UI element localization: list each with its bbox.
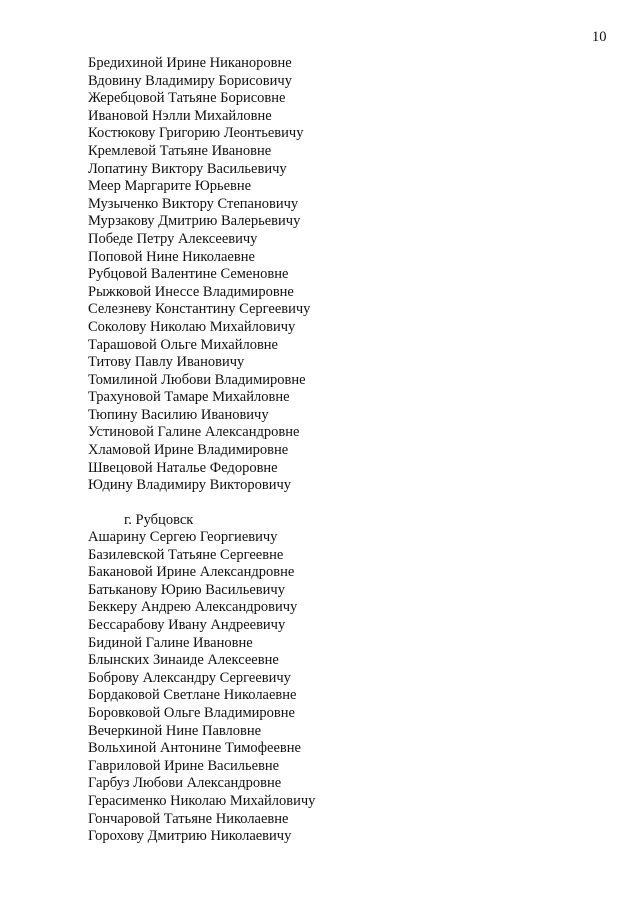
list-item: Гончаровой Татьяне Николаевне bbox=[88, 810, 289, 827]
list-item: Устиновой Галине Александровне bbox=[88, 424, 300, 441]
list-item: Бессарабову Ивану Андреевичу bbox=[88, 616, 286, 633]
list-item: Селезневу Константину Сергеевичу bbox=[88, 301, 311, 318]
list-item: Бредихиной Ирине Никаноровне bbox=[88, 55, 292, 71]
list-item: Тарашовой Ольге Михайловне bbox=[88, 336, 278, 353]
list-item: Базилевской Татьяне Сергеевне bbox=[88, 546, 284, 563]
list-item: Ивановой Нэлли Михайловне bbox=[88, 107, 272, 124]
list-item: Рубцовой Валентине Семеновне bbox=[88, 266, 289, 283]
list-item: Гавриловой Ирине Васильевне bbox=[88, 757, 280, 774]
list-item: Поповой Нине Николаевне bbox=[88, 248, 255, 265]
list-item: Боровковой Ольге Владимировне bbox=[88, 704, 295, 721]
list-item: Герасименко Николаю Михайловичу bbox=[88, 792, 316, 809]
list-item: Вдовину Владимиру Борисовичу bbox=[88, 72, 292, 89]
list-item: Тюпину Василию Ивановичу bbox=[88, 406, 269, 423]
list-item: Мурзакову Дмитрию Валерьевичу bbox=[88, 213, 301, 230]
list-item: Рыжковой Инессе Владимировне bbox=[88, 283, 294, 300]
list-item: Горохову Дмитрию Николаевичу bbox=[88, 828, 292, 845]
list-item: Швецовой Наталье Федоровне bbox=[88, 459, 278, 476]
list-item: Блынских Зинаиде Алексеевне bbox=[88, 652, 279, 669]
city-heading: г. Рубцовск bbox=[124, 512, 194, 528]
list-item: Вечеркиной Нине Павловне bbox=[88, 722, 262, 739]
list-item: Томилиной Любови Владимировне bbox=[88, 371, 306, 388]
list-item: Жеребцовой Татьяне Борисовне bbox=[88, 90, 286, 107]
list-item: Боброву Александру Сергеевичу bbox=[88, 669, 291, 686]
list-item: Победе Петру Алексеевичу bbox=[88, 230, 258, 247]
list-item: Костюкову Григорию Леонтьевичу bbox=[88, 125, 304, 142]
list-item: Музыченко Виктору Степановичу bbox=[88, 195, 299, 212]
list-item: Титову Павлу Ивановичу bbox=[88, 354, 245, 371]
list-item: Лопатину Виктору Васильевичу bbox=[88, 160, 287, 177]
list-item: Батьканову Юрию Васильевичу bbox=[88, 581, 285, 598]
list-item: Бакановой Ирине Александровне bbox=[88, 564, 295, 581]
list-item: Бордаковой Светлане Николаевне bbox=[88, 687, 297, 704]
list-item: Юдину Владимиру Викторовичу bbox=[88, 477, 291, 494]
list-item: Вольхиной Антонине Тимофеевне bbox=[88, 740, 301, 757]
list-item: Беккеру Андрею Александровичу bbox=[88, 599, 298, 616]
list-item: Гарбуз Любови Александровне bbox=[88, 775, 282, 792]
name-list-b bbox=[88, 529, 315, 846]
list-item: Кремлевой Татьяне Ивановне bbox=[88, 142, 272, 159]
list-item: Соколову Николаю Михайловичу bbox=[88, 318, 296, 335]
list-item: Ашарину Сергею Георгиевичу bbox=[88, 529, 278, 545]
page-number: 10 bbox=[592, 29, 607, 45]
list-item: Меер Маргарите Юрьевне bbox=[88, 178, 252, 195]
name-list-a bbox=[88, 55, 310, 495]
list-item: Трахуновой Тамаре Михайловне bbox=[88, 389, 290, 406]
list-item: Хламовой Ирине Владимировне bbox=[88, 442, 289, 459]
list-item: Бидиной Галине Ивановне bbox=[88, 634, 253, 651]
